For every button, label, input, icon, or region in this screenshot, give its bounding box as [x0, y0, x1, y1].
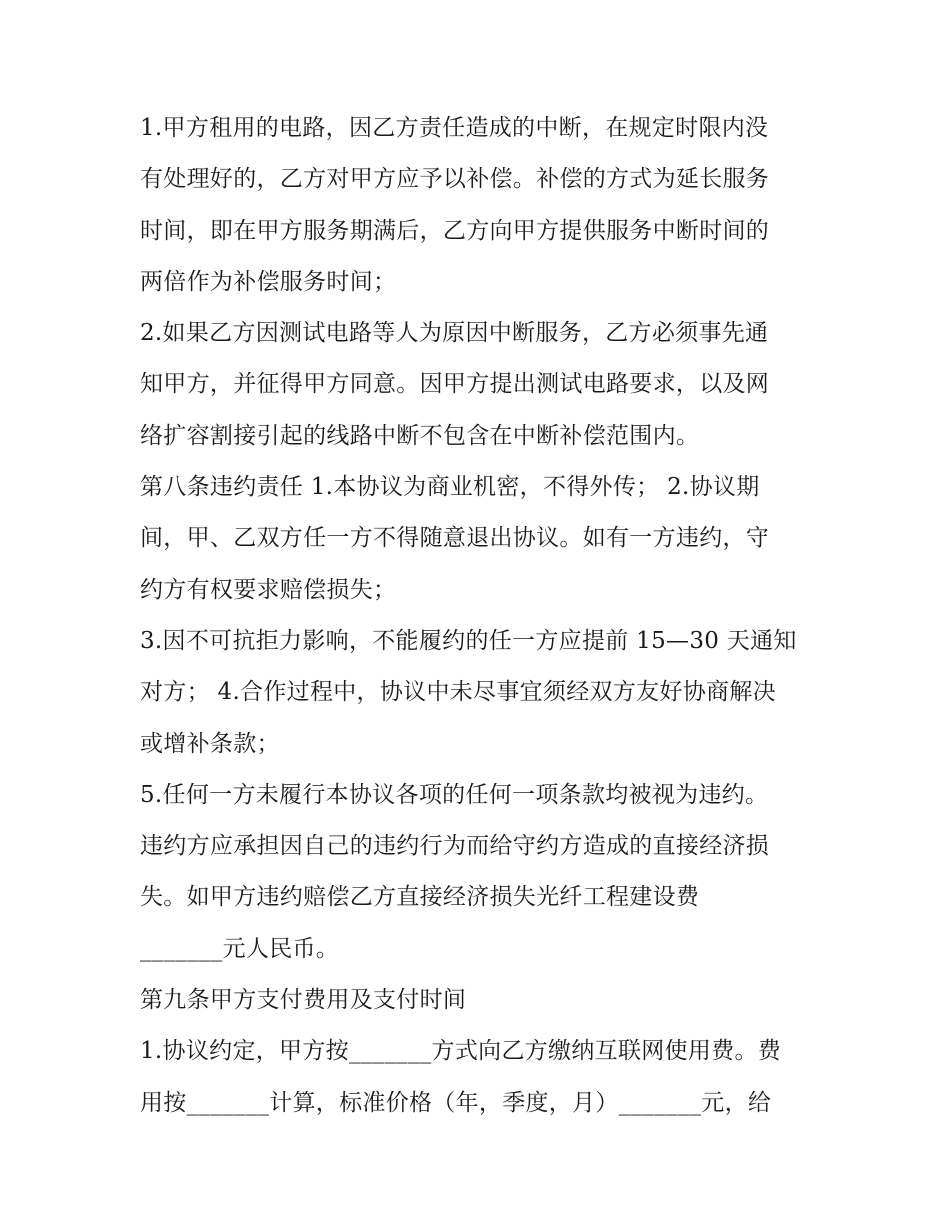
document-body	[140, 103, 820, 1129]
text-line: 用按_______计算，标准价格（年，季度，月）_______元，给	[140, 1089, 772, 1116]
text-line: 3.因不可抗拒力影响，不能履约的任一方应提前 15—30 天通知	[140, 627, 797, 654]
text-line: 5.任何一方未履行本协议各项的任何一项条款均被视为违约。	[140, 781, 769, 808]
section-heading-article-9: 第九条甲方支付费用及支付时间	[140, 987, 467, 1014]
text-line: 有处理好的，乙方对甲方应予以补偿。补偿的方式为延长服务	[140, 166, 770, 193]
text-line: 约方有权要求赔偿损失；	[140, 576, 397, 603]
text-line: 两倍作为补偿服务时间；	[140, 268, 397, 295]
text-line: 1.协议约定，甲方按_______方式向乙方缴纳互联网使用费。费	[140, 1038, 782, 1065]
text-line: 知甲方，并征得甲方同意。因甲方提出测试电路要求，以及网	[140, 371, 770, 398]
text-line: 时间，即在甲方服务期满后，乙方向甲方提供服务中断时间的	[140, 217, 770, 244]
text-line: 2.如果乙方因测试电路等人为原因中断服务，乙方必须事先通	[140, 320, 769, 347]
text-line: 1.甲方租用的电路，因乙方责任造成的中断，在规定时限内没	[140, 115, 769, 141]
text-line: 失。如甲方违约赔偿乙方直接经济损失光纤工程建设费	[140, 884, 700, 911]
text-line: 络扩容割接引起的线路中断不包含在中断补偿范围内。	[140, 422, 700, 449]
text-line: 对方； 4.合作过程中，协议中未尽事宜须经双方友好协商解决	[140, 679, 776, 706]
text-line: 或增补条款；	[140, 730, 280, 757]
section-heading-article-8: 第八条违约责任 1.本协议为商业机密，不得外传； 2.协议期	[140, 474, 760, 501]
text-line: 间，甲、乙双方任一方不得随意退出协议。如有一方违约，守	[140, 525, 770, 552]
text-line: 违约方应承担因自己的违约行为而给守约方造成的直接经济损	[140, 833, 770, 860]
text-line: _______元人民币。	[140, 935, 340, 962]
